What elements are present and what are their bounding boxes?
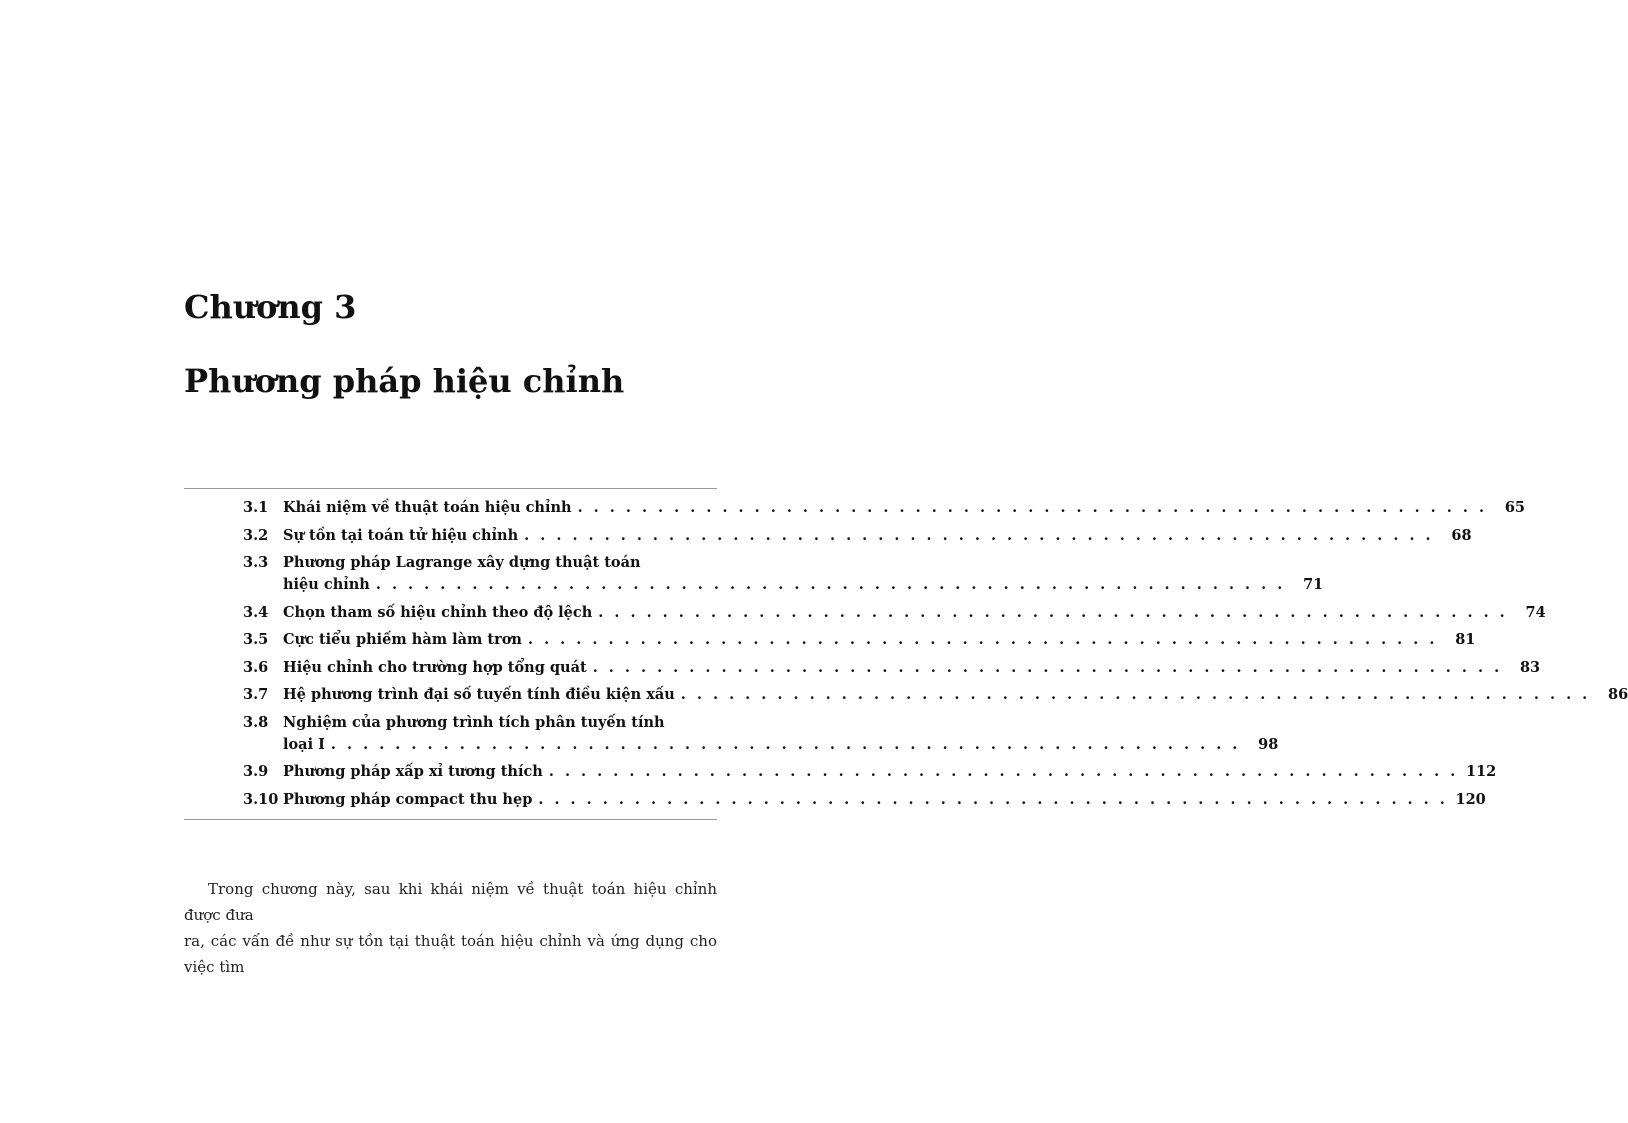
toc-entry-page: 120 [1455, 790, 1486, 808]
toc-entry[interactable] [243, 712, 1279, 756]
toc-entry[interactable] [243, 684, 1628, 706]
toc-entry-page: 86 [1608, 686, 1628, 703]
toc-entry[interactable] [243, 789, 1486, 811]
body-paragraph [184, 876, 717, 980]
toc-entry-number: 3.6 [243, 658, 269, 676]
toc-entry[interactable] [243, 525, 1472, 547]
toc-entry-label: Nghiệm của phương trình tích phân tuyến tính [283, 713, 665, 731]
toc-entry[interactable] [243, 602, 1546, 624]
toc-entry[interactable] [243, 552, 1324, 596]
chapter-title: Phương pháp hiệu chỉnh [184, 362, 625, 400]
toc-entry-label: Hiệu chỉnh cho trường hợp tổng quát [283, 658, 587, 676]
toc-entry-page: 112 [1466, 763, 1497, 780]
toc-entry-page: 65 [1504, 499, 1526, 516]
toc-entry[interactable] [243, 761, 1497, 783]
toc-entry-number: 3.7 [243, 686, 269, 703]
toc-leader-dots [675, 684, 1590, 706]
toc-entry-label: Chọn tham số hiệu chỉnh theo độ lệch [283, 603, 593, 621]
toc-entry-label: Phương pháp compact thu hẹp [283, 790, 533, 808]
toc-entry-label: loại I [283, 735, 325, 753]
toc-entry-page: 83 [1519, 658, 1541, 676]
toc-leader-dots [518, 525, 1433, 547]
toc-leader-dots [522, 629, 1437, 651]
toc-entry-number: 3.9 [243, 763, 269, 780]
toc-entry-page: 74 [1525, 603, 1546, 621]
toc-leader-dots [592, 602, 1507, 624]
toc-entry[interactable] [243, 657, 1541, 679]
toc-entry-page: 81 [1455, 631, 1476, 648]
toc-entry[interactable] [243, 497, 1526, 519]
toc-leader-dots [532, 789, 1447, 811]
toc-leader-dots [370, 574, 1285, 596]
toc-entry-label: hiệu chỉnh [283, 576, 370, 593]
body-line-2: ra, các vấn đề như sự tồn tại thuật toán hiệu chỉnh và ứng dụng cho việc tìm [184, 932, 717, 976]
toc-leader-dots [587, 657, 1502, 679]
toc-entry-number: 3.2 [243, 526, 269, 544]
toc-entry-number: 3.4 [243, 603, 269, 621]
toc-entry-number: 3.5 [243, 631, 269, 648]
toc-entry-label: Hệ phương trình đại số tuyến tính điều kiện xấu [283, 686, 675, 703]
body-line-1: Trong chương này, sau khi khái niệm về thuật toán hiệu chỉnh được đưa [184, 880, 717, 924]
toc-entry-page: 68 [1451, 526, 1472, 544]
toc-leader-dots [572, 497, 1487, 519]
toc-leader-dots [543, 761, 1458, 783]
toc-entry-label: Phương pháp Lagrange xây dựng thuật toán [283, 554, 641, 571]
toc-entry-label: Sự tồn tại toán tử hiệu chỉnh [283, 526, 519, 544]
toc-entry-number: 3.10 [243, 790, 279, 808]
toc-entry-number: 3.1 [243, 499, 269, 516]
toc-entry-number: 3.8 [243, 713, 269, 731]
toc-leader-dots [325, 734, 1240, 756]
toc-entry-page: 98 [1258, 735, 1279, 753]
toc-top-rule [184, 488, 717, 489]
chapter-number: Chương 3 [184, 288, 357, 326]
toc-entry[interactable] [243, 629, 1476, 651]
toc-entry-label: Phương pháp xấp xỉ tương thích [283, 763, 543, 780]
toc-entry-label: Cực tiểu phiếm hàm làm trơn [283, 631, 522, 648]
table-of-contents [243, 497, 1628, 816]
toc-entry-label: Khái niệm về thuật toán hiệu chỉnh [283, 499, 572, 516]
toc-entry-number: 3.3 [243, 554, 269, 571]
toc-entry-page: 71 [1303, 576, 1324, 593]
toc-bottom-rule [184, 819, 717, 820]
